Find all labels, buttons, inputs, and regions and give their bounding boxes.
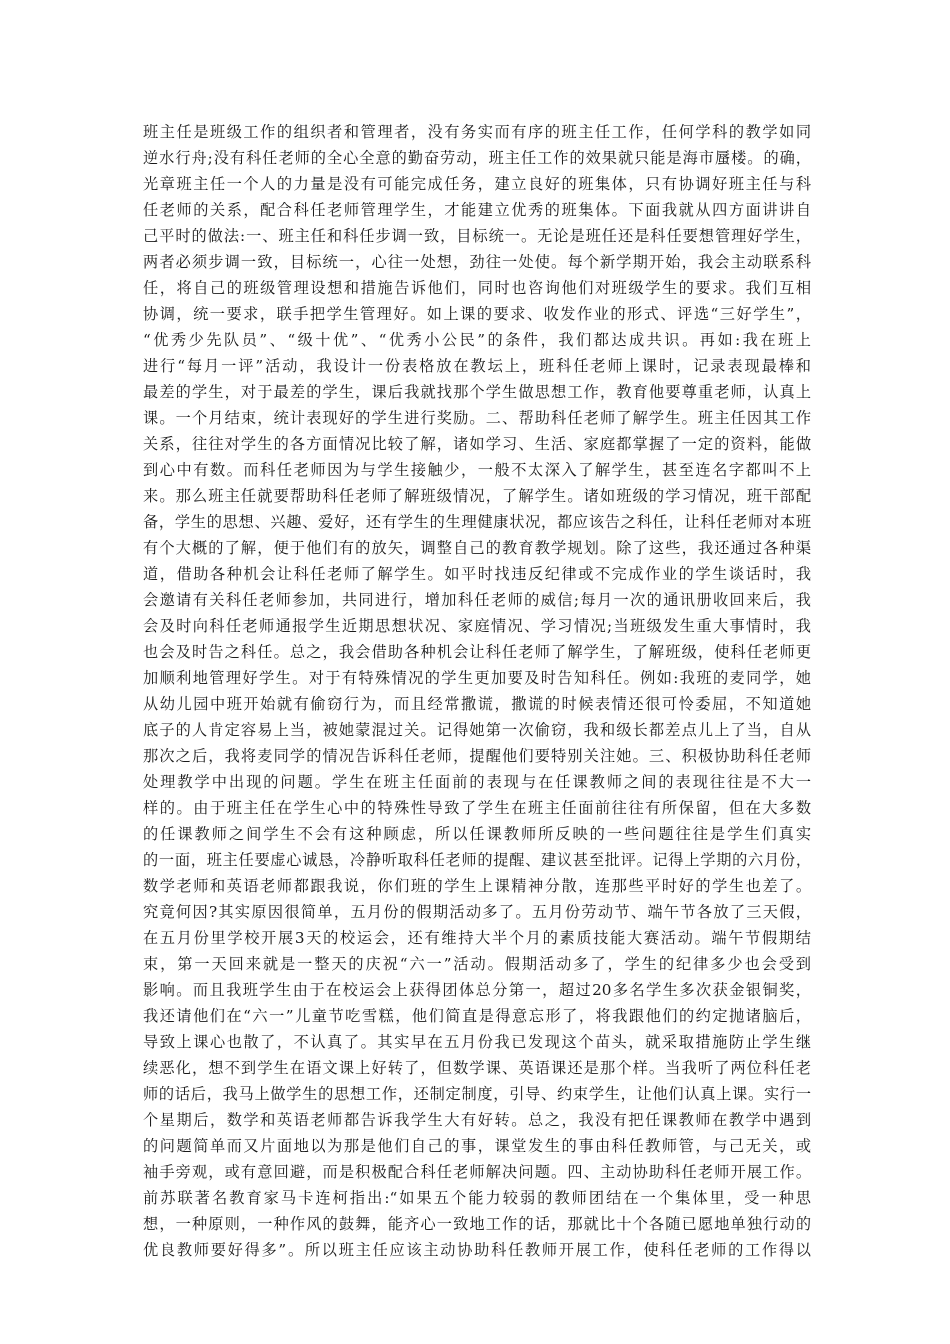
text-line: 有个大概的了解，便于他们有的放矢，调整自己的教育教学规划。除了这些，我还通过各种渠 <box>143 539 811 557</box>
text-line: 个星期后，数学和英语老师都告诉我学生大有好转。总之，我没有把任课教师在教学中遇到 <box>143 1111 811 1129</box>
text-line: 会邀请有关科任老师参加，共同进行，增加科任老师的威信;每月一次的通讯册收回来后，我 <box>143 591 811 609</box>
text-line: 备，学生的思想、兴趣、爱好，还有学生的生理健康状况，都应该告之科任，让科任老师对本班 <box>143 513 811 531</box>
body-text <box>143 119 811 1263</box>
text-line: 关系，往往对学生的各方面情况比较了解，诸如学习、生活、家庭都掌握了一定的资料，能做 <box>143 435 811 453</box>
text-line: 那次之后，我将麦同学的情况告诉科任老师，提醒他们要特别关注她。三、积极协助科任老师 <box>143 747 811 765</box>
text-line: 道，借助各种机会让科任老师了解学生。如平时找违反纪律或不完成作业的学生谈话时，我 <box>143 565 811 583</box>
text-line: 也会及时告之科任。总之，我会借助各种机会让科任老师了解学生，了解班级，使科任老师更 <box>143 643 811 661</box>
text-line: 两者必须步调一致，目标统一，心往一处想，劲往一处使。每个新学期开始，我会主动联系科 <box>143 253 811 271</box>
text-line: 的任课教师之间学生不会有这种顾虑，所以任课教师所反映的一些问题往往是学生们真实 <box>143 825 811 843</box>
text-line: 师的话后，我马上做学生的思想工作，还制定制度，引导、约束学生，让他们认真上课。实行一 <box>143 1085 811 1103</box>
text-line: 束，第一天回来就是一整天的庆祝“六一”活动。假期活动多了，学生的纪律多少也会受到 <box>143 955 811 973</box>
text-line: 光章班主任一个人的力量是没有可能完成任务，建立良好的班集体，只有协调好班主任与科 <box>143 175 811 193</box>
text-line: 己平时的做法:一、班主任和科任步调一致，目标统一。无论是班任还是科任要想管理好学生， <box>143 227 811 245</box>
text-line: 的一面，班主任要虚心诚恳，冷静听取科任老师的提醒、建议甚至批评。记得上学期的六月份， <box>143 851 811 869</box>
text-line: 来。那么班主任就要帮助科任老师了解班级情况，了解学生。诸如班级的学习情况，班干部配 <box>143 487 811 505</box>
text-line: 我还请他们在“六一”儿童节吃雪糕，他们简直是得意忘形了，将我跟他们的约定抛诸脑后， <box>143 1007 811 1025</box>
text-line: 底子的人肯定容易上当，被她蒙混过关。记得她第一次偷窃，我和级长都差点儿上了当，自从 <box>143 721 811 739</box>
text-line: 在五月份里学校开展3天的校运会，还有维持大半个月的素质技能大赛活动。端午节假期结 <box>143 929 811 947</box>
text-line: 究竟何因?其实原因很简单，五月份的假期活动多了。五月份劳动节、端午节各放了三天假， <box>143 903 811 921</box>
text-line: 会及时向科任老师通报学生近期思想状况、家庭情况、学习情况;当班级发生重大事情时，我 <box>143 617 811 635</box>
text-line: 处理教学中出现的问题。学生在班主任面前的表现与在任课教师之间的表现往往是不大一 <box>143 773 811 791</box>
text-line: 的问题简单而又片面地以为那是他们自己的事，课堂发生的事由科任教师管，与己无关，或 <box>143 1137 811 1155</box>
text-line: 数学老师和英语老师都跟我说，你们班的学生上课精神分散，连那些平时好的学生也差了。 <box>143 877 811 895</box>
text-line: 到心中有数。而科任老师因为与学生接触少，一般不太深入了解学生，甚至连名字都叫不上 <box>143 461 811 479</box>
text-line: “优秀少先队员”、“级十优”、“优秀小公民”的条件，我们都达成共识。再如:我在班上 <box>143 331 811 349</box>
text-line: 最差的学生，对于最差的学生，课后我就找那个学生做思想工作，教育他要尊重老师，认真上 <box>143 383 811 401</box>
text-line: 协调，统一要求，联手把学生管理好。如上课的要求、收发作业的形式、评选“三好学生”， <box>143 305 811 323</box>
text-line: 课。一个月结束，统计表现好的学生进行奖励。二、帮助科任老师了解学生。班主任因其工作 <box>143 409 811 427</box>
text-line: 续恶化，想不到学生在语文课上好转了，但数学课、英语课还是那个样。当我听了两位科任老 <box>143 1059 811 1077</box>
text-line: 逆水行舟;没有科任老师的全心全意的勤奋劳动，班主任工作的效果就只能是海市蜃楼。的确， <box>143 149 811 167</box>
text-line: 想，一种原则，一种作风的鼓舞，能齐心一致地工作的话，那就比十个各随已愿地单独行动的 <box>143 1215 811 1233</box>
text-line: 样的。由于班主任在学生心中的特殊性导致了学生在班主任面前往往有所保留，但在大多数 <box>143 799 811 817</box>
text-line: 任，将自己的班级管理设想和措施告诉他们，同时也咨询他们对班级学生的要求。我们互相 <box>143 279 811 297</box>
text-line: 优良教师要好得多”。所以班主任应该主动协助科任教师开展工作，使科任老师的工作得以 <box>143 1241 811 1259</box>
text-line: 前苏联著名教育家马卡连柯指出:“如果五个能力较弱的教师团结在一个集体里，受一种思 <box>143 1189 811 1207</box>
text-line: 加顺利地管理好学生。对于有特殊情况的学生更加要及时告知科任。例如:我班的麦同学，她 <box>143 669 811 687</box>
text-line: 任老师的关系，配合科任老师管理学生，才能建立优秀的班集体。下面我就从四方面讲讲自 <box>143 201 811 219</box>
text-line: 从幼儿园中班开始就有偷窃行为，而且经常撒谎，撒谎的时候表情还很可怜委屈，不知道她 <box>143 695 811 713</box>
text-line: 进行“每月一评”活动，我设计一份表格放在教坛上，班科任老师上课时，记录表现最棒和 <box>143 357 811 375</box>
text-line: 导致上课心也散了，不认真了。其实早在五月份我已发现这个苗头，就采取措施防止学生继 <box>143 1033 811 1051</box>
text-line: 袖手旁观，或有意回避，而是积极配合科任老师解决问题。四、主动协助科任老师开展工作。 <box>143 1163 811 1181</box>
text-line: 班主任是班级工作的组织者和管理者，没有务实而有序的班主任工作，任何学科的教学如同 <box>143 123 811 141</box>
text-line: 影响。而且我班学生由于在校运会上获得团体总分第一，超过20多名学生多次获金银铜奖， <box>143 981 811 999</box>
